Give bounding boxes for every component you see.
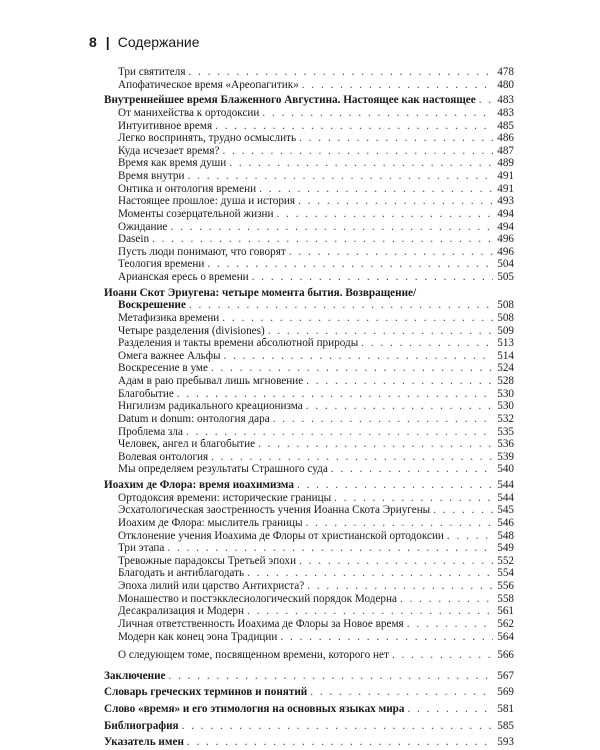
toc-entry-title: Мы определяем результаты Страшного суда bbox=[118, 463, 328, 476]
toc-entry bbox=[104, 94, 514, 107]
toc-entry-title: Адам в раю пребывал лишь мгновение bbox=[118, 375, 304, 387]
leader-dots bbox=[259, 183, 493, 196]
toc-entry-title: Апофатическое время «Ареопагитик» bbox=[118, 78, 299, 91]
toc-entry-page: 524 bbox=[497, 362, 514, 375]
toc-entry bbox=[104, 299, 514, 312]
toc-entry-title: Проблема зла bbox=[118, 425, 183, 438]
toc-entry-page: 494 bbox=[497, 220, 514, 233]
header-separator: | bbox=[105, 34, 110, 50]
leader-dots bbox=[289, 246, 493, 259]
toc-entry-title: Омега важнее Альфы bbox=[118, 349, 221, 362]
toc-entry-page: 549 bbox=[497, 542, 514, 555]
toc-entry-page: 508 bbox=[497, 311, 514, 324]
leader-dots bbox=[299, 555, 493, 568]
toc-entry bbox=[104, 362, 514, 375]
toc-entry bbox=[104, 555, 514, 568]
toc-entry-title: Благобытие bbox=[118, 387, 174, 400]
header-title: Содержание bbox=[117, 34, 200, 50]
leader-dots bbox=[273, 413, 493, 426]
toc-entry-page: 491 bbox=[497, 182, 514, 195]
leader-dots bbox=[247, 567, 493, 580]
toc-entry-page: 496 bbox=[497, 245, 514, 258]
leader-dots bbox=[189, 66, 494, 79]
toc-entry bbox=[104, 593, 514, 606]
toc-entry bbox=[104, 479, 514, 492]
running-header bbox=[89, 34, 200, 50]
leader-dots bbox=[187, 736, 493, 749]
toc-entry-page: 554 bbox=[497, 567, 514, 580]
leader-dots bbox=[262, 107, 493, 120]
toc-entry-page: 505 bbox=[497, 271, 514, 283]
leader-dots bbox=[207, 258, 493, 271]
toc-entry-page: 491 bbox=[497, 170, 514, 182]
toc-entry bbox=[104, 413, 514, 426]
leader-dots bbox=[152, 233, 493, 246]
toc-entry bbox=[104, 208, 514, 221]
toc-entry-title: Онтика и онтология времени bbox=[118, 182, 257, 195]
toc-entry-page: 545 bbox=[497, 504, 514, 517]
toc-entry bbox=[104, 618, 514, 631]
toc-entry-title: Ортодоксия времени: исторические границы bbox=[118, 491, 332, 504]
leader-dots bbox=[223, 145, 494, 158]
toc-entry-page: 514 bbox=[497, 349, 514, 362]
toc-entry-page: 548 bbox=[497, 529, 514, 542]
leader-dots bbox=[277, 208, 494, 221]
leader-dots bbox=[168, 670, 493, 683]
toc-entry-page: 556 bbox=[497, 580, 514, 592]
toc-entry-page: 486 bbox=[497, 132, 514, 145]
toc-entry-title: Разделения и такты времени абсолютной природы bbox=[118, 337, 359, 350]
leader-dots bbox=[299, 132, 493, 145]
toc-entry-page: 530 bbox=[497, 400, 514, 413]
toc-entry-page: 536 bbox=[497, 438, 514, 451]
leader-dots bbox=[188, 170, 493, 183]
toc-entry-title: Модерн как конец эона Традиции bbox=[118, 630, 278, 643]
toc-entry bbox=[104, 258, 514, 271]
leader-dots bbox=[189, 299, 493, 312]
toc-entry bbox=[104, 492, 514, 505]
leader-dots bbox=[334, 492, 493, 505]
leader-dots bbox=[433, 504, 493, 517]
leader-dots bbox=[224, 350, 493, 363]
leader-dots bbox=[252, 271, 493, 284]
toc-entry-page: 483 bbox=[497, 106, 514, 119]
toc-entry-page: 532 bbox=[497, 412, 514, 425]
leader-dots bbox=[310, 686, 493, 699]
toc-entry-page: 535 bbox=[497, 425, 514, 438]
leader-dots bbox=[306, 400, 493, 413]
toc-entry-page: 483 bbox=[497, 94, 514, 107]
leader-dots bbox=[215, 120, 493, 133]
toc-entry bbox=[104, 605, 514, 618]
leader-dots bbox=[222, 312, 493, 325]
toc-entry-title: Иоахим де Флора: время иоахимизма bbox=[104, 479, 294, 491]
toc-entry-title: Монашество и постэкклесиологический порядок Модерна bbox=[118, 592, 397, 605]
toc-entry-page: 513 bbox=[497, 337, 514, 350]
toc-entry bbox=[104, 79, 514, 92]
toc-entry-title: Четыре разделения (divisiones) bbox=[118, 324, 265, 337]
leader-dots bbox=[302, 79, 493, 92]
toc-entry-page: 544 bbox=[497, 479, 514, 491]
toc-entry bbox=[104, 463, 514, 476]
toc-entry-title: Пусть люди понимают, что говорят bbox=[118, 245, 286, 258]
toc-entry bbox=[104, 233, 514, 246]
toc-entry-title: Эсхатологическая заостренность учения Иоанна Скота Эриугены bbox=[118, 504, 431, 517]
toc-entry-title: Воскресение в уме bbox=[118, 362, 208, 375]
toc-entry-page: 569 bbox=[497, 686, 514, 699]
leader-dots bbox=[331, 463, 493, 476]
toc-entry-title: Указатель имен bbox=[104, 736, 184, 749]
toc-entry bbox=[104, 517, 514, 530]
toc-entry bbox=[104, 170, 514, 183]
toc-entry-title: Нигилизм радикального креационизма bbox=[118, 400, 303, 413]
toc-entry-page: 585 bbox=[497, 719, 514, 732]
toc-entry bbox=[104, 350, 514, 363]
leader-dots bbox=[177, 388, 493, 401]
toc-entry-title: Личная ответственность Иоахима де Флоры за Новое время bbox=[118, 617, 404, 630]
leader-dots bbox=[186, 426, 493, 439]
toc-entry-title: Слово «время» и его этимология на основных языках мира bbox=[104, 703, 405, 715]
toc-entry-title: Время как время души bbox=[118, 157, 227, 170]
toc-entry-title: Волевая онтология bbox=[118, 450, 209, 463]
toc-entry bbox=[104, 736, 514, 749]
toc-entry-title: Dasein bbox=[118, 233, 150, 246]
leader-dots bbox=[400, 593, 493, 606]
leader-dots bbox=[307, 580, 493, 593]
toc-entry bbox=[104, 631, 514, 644]
toc-entry-page: 567 bbox=[497, 669, 514, 682]
toc-entry bbox=[104, 337, 514, 350]
toc-entry-page: 540 bbox=[497, 463, 514, 476]
toc-entry bbox=[104, 183, 514, 196]
toc-entry bbox=[104, 703, 514, 716]
toc-entry-title: Воскрешение bbox=[118, 299, 186, 312]
toc-entry-title: От манихейства к ортодоксии bbox=[118, 106, 260, 119]
toc-entry bbox=[104, 580, 514, 593]
leader-dots bbox=[280, 631, 493, 644]
leader-dots bbox=[306, 517, 493, 530]
leader-dots bbox=[167, 542, 493, 555]
toc-entry bbox=[104, 649, 514, 662]
toc-entry-title: Эпоха лилий или царство Антихриста? bbox=[118, 580, 305, 592]
toc-entry bbox=[104, 195, 514, 208]
toc-entry-page: 544 bbox=[497, 491, 514, 504]
toc-entry bbox=[104, 567, 514, 580]
leader-dots bbox=[182, 720, 493, 733]
toc-entry bbox=[104, 325, 514, 338]
leader-dots bbox=[392, 649, 493, 662]
toc-entry bbox=[104, 221, 514, 234]
toc-entry-title: Три этапа bbox=[118, 542, 165, 555]
toc-entry-page: 504 bbox=[497, 258, 514, 271]
leader-dots bbox=[447, 530, 493, 543]
toc-entry bbox=[104, 720, 514, 733]
toc-entry bbox=[104, 400, 514, 413]
toc-entry bbox=[104, 426, 514, 439]
toc-entry-title: Тревожные парадоксы Третьей эпохи bbox=[118, 554, 297, 567]
toc-entry bbox=[104, 287, 514, 300]
toc-entry-title: Благодать и антиблагодать bbox=[118, 567, 245, 580]
toc-entry-title: Десакрализация и Модерн bbox=[118, 605, 245, 618]
toc-entry bbox=[104, 375, 514, 388]
toc-entry bbox=[104, 107, 514, 120]
toc-entry-title: Заключение bbox=[104, 669, 166, 682]
toc-entry-title: Метафизика времени bbox=[118, 311, 220, 324]
toc-entry-title: Теология времени bbox=[118, 258, 205, 271]
toc-entry-title: Отклонение учения Иоахима де Флоры от христианской ортодоксии bbox=[118, 529, 444, 542]
leader-dots bbox=[170, 221, 493, 234]
toc-entry-title: Иоанн Скот Эриугена: четыре момента бытия. Возвращение/ bbox=[104, 286, 417, 299]
toc-entry bbox=[104, 145, 514, 158]
toc-entry-page: 562 bbox=[497, 617, 514, 630]
table-of-contents bbox=[104, 66, 514, 749]
toc-entry-title: Библиография bbox=[104, 719, 179, 732]
toc-entry bbox=[104, 542, 514, 555]
leader-dots bbox=[229, 157, 493, 170]
toc-entry-title: Иоахим де Флора: мыслитель границы bbox=[118, 516, 303, 529]
toc-entry-page: 539 bbox=[497, 450, 514, 463]
toc-entry-title: Ожидание bbox=[118, 220, 168, 233]
toc-entry-page: 558 bbox=[497, 592, 514, 605]
toc-entry-title: Моменты созерцательной жизни bbox=[118, 207, 274, 220]
toc-entry-page: 561 bbox=[497, 605, 514, 618]
toc-entry-title: Арианская ересь о времени bbox=[118, 271, 249, 283]
toc-entry bbox=[104, 686, 514, 699]
toc-entry-page: 480 bbox=[497, 78, 514, 91]
toc-entry-title: Настоящее прошлое: душа и история bbox=[118, 195, 296, 208]
toc-entry-page: 493 bbox=[497, 195, 514, 208]
leader-dots bbox=[268, 325, 493, 338]
toc-entry bbox=[104, 438, 514, 451]
toc-entry bbox=[104, 120, 514, 133]
toc-entry-title: Легко воспринять, трудно осмыслить bbox=[118, 132, 297, 145]
leader-dots bbox=[298, 195, 493, 208]
toc-entry-page: 494 bbox=[497, 207, 514, 220]
leader-dots bbox=[211, 362, 493, 375]
toc-entry-title: О следующем томе, посвященном времени, которого нет bbox=[118, 649, 389, 662]
toc-entry bbox=[104, 451, 514, 464]
leader-dots bbox=[479, 94, 493, 107]
toc-entry bbox=[104, 246, 514, 259]
toc-entry bbox=[104, 132, 514, 145]
toc-entry-page: 546 bbox=[497, 516, 514, 529]
toc-entry-title: Куда исчезает время? bbox=[118, 144, 220, 157]
toc-entry bbox=[104, 530, 514, 543]
leader-dots bbox=[407, 618, 493, 631]
leader-dots bbox=[211, 451, 493, 464]
toc-entry-title: Интуитивное время bbox=[118, 119, 213, 132]
toc-entry-title: Datum и donum: онтология дара bbox=[118, 412, 270, 425]
leader-dots bbox=[407, 703, 493, 716]
toc-entry bbox=[104, 504, 514, 517]
toc-entry bbox=[104, 388, 514, 401]
toc-entry-page: 593 bbox=[497, 736, 514, 749]
toc-entry-page: 485 bbox=[497, 119, 514, 132]
toc-entry-page: 552 bbox=[497, 554, 514, 567]
leader-dots bbox=[247, 605, 493, 618]
toc-entry-page: 581 bbox=[497, 703, 514, 715]
leader-dots bbox=[297, 479, 493, 492]
toc-entry-page: 508 bbox=[497, 299, 514, 312]
toc-entry-title: Словарь греческих терминов и понятий bbox=[104, 686, 308, 699]
page-number: 8 bbox=[89, 34, 97, 50]
toc-entry bbox=[104, 670, 514, 683]
toc-entry-page: 564 bbox=[497, 630, 514, 643]
toc-entry-page: 478 bbox=[497, 66, 514, 78]
toc-entry-page: 528 bbox=[497, 375, 514, 387]
toc-entry-page: 509 bbox=[497, 324, 514, 337]
toc-entry-title: Три святителя bbox=[118, 66, 186, 78]
toc-entry-title: Человек, ангел и благобытие bbox=[118, 438, 256, 451]
leader-dots bbox=[361, 337, 493, 350]
leader-dots bbox=[306, 375, 493, 388]
toc-entry-page: 530 bbox=[497, 387, 514, 400]
leader-dots bbox=[258, 438, 493, 451]
toc-entry-title: Время внутри bbox=[118, 170, 185, 182]
toc-entry bbox=[104, 312, 514, 325]
toc-entry bbox=[104, 271, 514, 284]
toc-entry-title: Внутреннейшее время Блаженного Августина. Настоящее как настоящее bbox=[104, 94, 476, 107]
toc-entry-page: 566 bbox=[497, 649, 514, 662]
toc-entry-page: 487 bbox=[497, 144, 514, 157]
toc-entry-page: 496 bbox=[497, 233, 514, 246]
toc-entry bbox=[104, 157, 514, 170]
toc-entry-page: 489 bbox=[497, 157, 514, 170]
toc-entry bbox=[104, 66, 514, 79]
